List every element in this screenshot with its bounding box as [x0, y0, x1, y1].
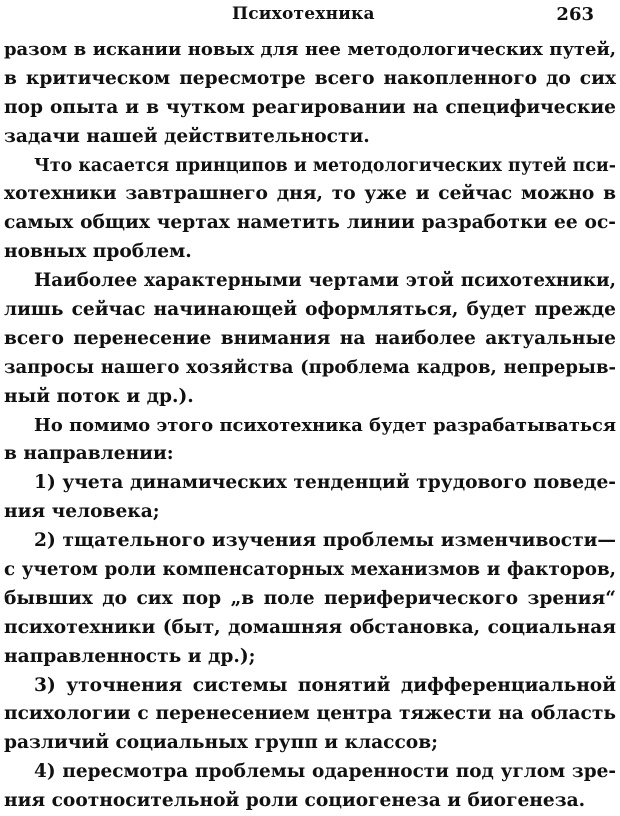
text-line: всего перенесение внимания на наиболее актуальные [4, 327, 616, 349]
text-line: 3) уточнения системы понятий дифференциальной [34, 674, 616, 696]
text-line: запросы нашего хозяйства (проблема кадров, непрерыв- [4, 356, 616, 378]
text-line: 2) тщательного изучения проблемы изменчивости— [34, 530, 616, 552]
text-line: задачи нашей действительности. [4, 125, 370, 147]
text-line: бывших до сих пор „в поле периферического зрения“ [4, 587, 616, 609]
text-line: Что касается принципов и методологических путей пси- [34, 155, 616, 176]
paragraph [4, 152, 616, 268]
list-item [4, 469, 616, 527]
list-item [4, 527, 616, 671]
text-line: новных проблем. [4, 241, 192, 263]
text-line: ния человека; [4, 501, 160, 523]
text-line: с учетом роли компенсаторных механизмов и факторов, [4, 559, 616, 581]
text-line: ния соотносительной роли социогенеза и биогенеза. [4, 790, 586, 812]
text-line: различий социальных групп и классов; [4, 732, 438, 754]
text-line: ный поток и др.). [4, 385, 194, 407]
running-head: Психотехника [232, 4, 375, 24]
text-line: разом в искании новых для нее методологических путей, [4, 39, 616, 60]
paragraph [4, 36, 616, 152]
text-line: психотехники (быт, домашняя обстановка, социальная [4, 616, 616, 638]
text-line: направленность и др.); [4, 645, 256, 667]
text-line: в направлении: [4, 443, 174, 465]
list-item [4, 758, 616, 816]
body-text [4, 36, 616, 816]
text-line: Но помимо этого психотехника будет разрабатываться [34, 414, 616, 436]
text-line: Наиболее характерными чертами этой психотехники, [34, 270, 616, 292]
text-line: психологии с перенесением центра тяжести на область [4, 703, 616, 725]
paragraph [4, 412, 616, 470]
text-line: хотехники завтрашнего дня, то уже и сейчас можно в [4, 183, 616, 205]
list-item [4, 672, 616, 759]
paragraph [4, 267, 616, 411]
text-line: 1) учета динамических тенденций трудового поведе- [34, 472, 616, 494]
text-line: 4) пересмотра проблемы одаренности под углом зре- [34, 761, 616, 783]
page-number: 263 [556, 4, 594, 25]
text-line: пор опыта и в чутком реагировании на специфические [4, 96, 616, 118]
text-line: самых общих чертах наметить линии разработки ее ос- [4, 212, 616, 234]
text-line: в критическом пересмотре всего накопленного до сих [4, 67, 616, 89]
text-line: лишь сейчас начинающей оформляться, будет прежде [4, 299, 616, 321]
